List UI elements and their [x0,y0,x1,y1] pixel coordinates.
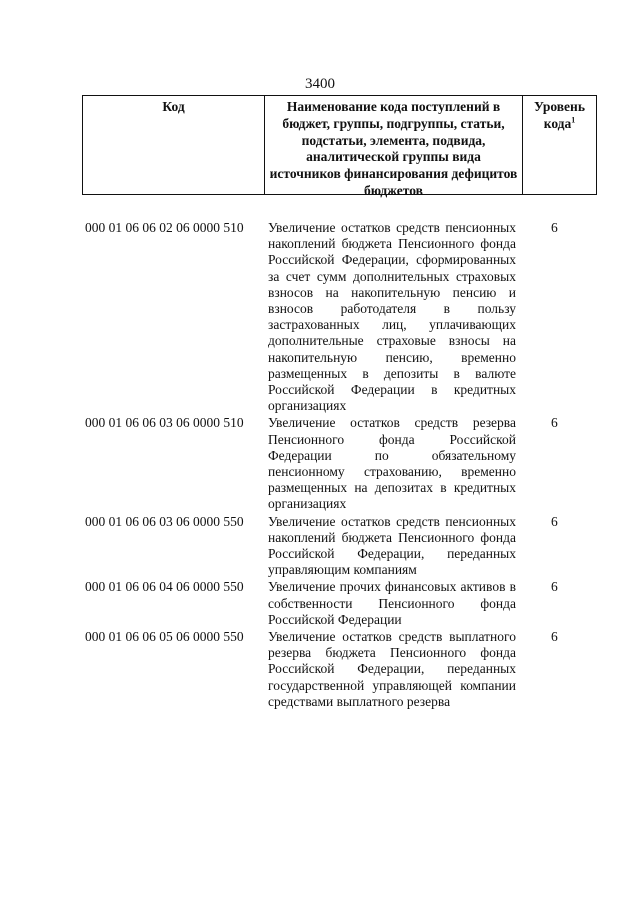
page-number: 3400 [305,76,335,92]
header-name: Наименование кода поступлений в бюджет, группы, подгруппы, статьи, подстатьи, элемента, подвида, аналитической группы вида источников финансирования дефицитов бюджетов [265,96,523,194]
row-level: 6 [551,513,558,529]
table-row [85,220,605,414]
row-name: Увеличение остатков средств пенсионных накоплений бюджета Пенсионного фонда Российской Федерации, переданных управляющим компаниям [268,513,516,578]
row-code: 000 01 06 06 04 06 0000 550 [85,579,244,595]
row-code: 000 01 06 06 02 06 0000 510 [85,220,244,235]
row-level: 6 [551,220,558,235]
table-row [85,415,605,512]
row-level: 6 [551,579,558,595]
table-body [85,220,605,710]
header-level-footnote: 1 [571,115,576,125]
row-code: 000 01 06 06 03 06 0000 510 [85,415,244,431]
table-row [85,579,605,628]
row-name: Увеличение прочих финансовых активов в собственности Пенсионного фонда Российской Федерации [268,579,516,627]
header-code: Код [83,96,265,194]
row-code: 000 01 06 06 05 06 0000 550 [85,629,244,645]
row-code: 000 01 06 06 03 06 0000 550 [85,513,244,529]
header-level-label: Уровень кода [534,99,585,131]
table-row [85,514,605,579]
table-header [82,95,597,198]
row-name: Увеличение остатков средств выплатного резерва бюджета Пенсионного фонда Российской Федерации, переданных государственной управляющей компании средствами выплатного резерва [268,629,516,709]
row-level: 6 [551,629,558,645]
table-row [85,629,605,710]
row-level: 6 [551,415,558,431]
header-level [523,96,596,194]
row-name: Увеличение остатков средств резерва Пенсионного фонда Российской Федерации по обязательному пенсионному страхованию, временно размещенных на депозитах в кредитных организациях [268,415,516,512]
row-name: Увеличение остатков средств пенсионных накоплений бюджета Пенсионного фонда Российской Федерации, сформированных за счет сумм дополнительных страховых взносов на накопительную пенсию и взносов работодателя в пользу застрахованных лиц, уплачивающих дополнительные страховые взносы на накопительную пенсию, временно размещенных в депозиты в валюте Российской Федерации в кредитных организациях [268,220,516,414]
